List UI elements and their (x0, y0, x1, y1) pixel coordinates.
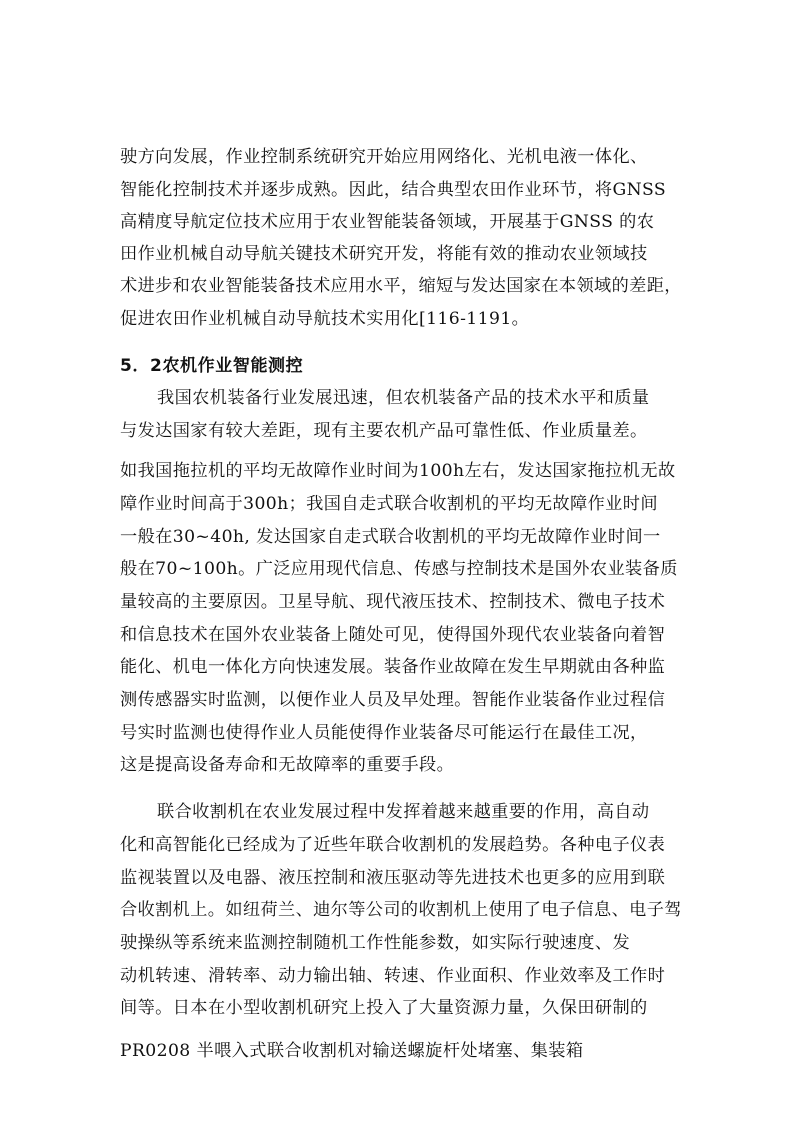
paragraph-4-line-2: 化和高智能化已经成为了近些年联合收割机的发展趋势。各种电子仪表 (120, 835, 666, 855)
paragraph-3-line-10: 这是提高设备寿命和无故障率的重要手段。 (120, 755, 455, 775)
paragraph-1-line-3: 高精度导航定位技术应用于农业智能装备领域，开展基于GNSS 的农 (120, 212, 655, 232)
paragraph-4-line-4: 合收割机上。如纽荷兰、迪尔等公司的收割机上使用了电子信息、电子驾 (120, 900, 682, 920)
paragraph-3-line-4: 般在70~100h。广泛应用现代信息、传感与控制技术是国外农业装备质 (120, 559, 678, 579)
paragraph-1-line-1: 驶方向发展，作业控制系统研究开始应用网络化、光机电液一体化、 (120, 147, 648, 167)
paragraph-3-line-2: 障作业时间高于300h；我国自走式联合收割机的平均无故障作业时间 (120, 494, 658, 514)
section-heading: 5．2农机作业智能测控 (120, 356, 304, 376)
paragraph-2-line-1: 我国农机装备行业发展迅速，但农机装备产品的技术水平和质量 (157, 388, 650, 408)
paragraph-2-line-2: 与发达国家有较大差距，现有主要农机产品可靠性低、作业质量差。 (120, 421, 648, 441)
paragraph-4-line-3: 监视装置以及电器、液压控制和液压驱动等先进技术也更多的应用到联 (120, 868, 666, 888)
paragraph-3-line-7: 能化、机电一体化方向快速发展。装备作业故障在发生早期就由各种监 (120, 657, 666, 677)
paragraph-3-line-3: 一般在30~40h, 发达国家自走式联合收割机的平均无故障作业时间一 (120, 527, 661, 547)
paragraph-3-line-6: 和信息技术在国外农业装备上随处可见，使得国外现代农业装备向着智 (120, 625, 666, 645)
paragraph-4-line-1: 联合收割机在农业发展过程中发挥着越来越重要的作用，高自动 (157, 802, 650, 822)
paragraph-4-line-5: 驶操纵等系统来监测控制随机工作性能参数，如实际行驶速度、发 (120, 933, 631, 953)
paragraph-1-line-6: 促进农田作业机械自动导航技术实用化[116-1191。 (120, 309, 530, 329)
paragraph-1-line-5: 术进步和农业智能装备技术应用水平，缩短与发达国家在本领域的差距， (120, 276, 682, 296)
paragraph-3-line-9: 号实时监测也使得作业人员能使得作业装备尽可能运行在最佳工况， (120, 723, 648, 743)
paragraph-3-line-5: 量较高的主要原因。卫星导航、现代液压技术、控制技术、微电子技术 (120, 592, 666, 612)
paragraph-4-line-8: PR0208 半喂入式联合收割机对输送螺旋杆处堵塞、集装箱 (120, 1041, 584, 1061)
paragraph-4-line-7: 间等。日本在小型收割机研究上投入了大量资源力量，久保田研制的 (120, 998, 648, 1018)
paragraph-1-line-2: 智能化控制技术并逐步成熟。因此，结合典型农田作业环节，将GNSS (120, 180, 667, 200)
paragraph-3-line-1: 如我国拖拉机的平均无故障作业时间为100h左右，发达国家拖拉机无故 (120, 461, 676, 481)
paragraph-4-line-6: 动机转速、滑转率、动力输出轴、转速、作业面积、作业效率及工作时 (120, 966, 666, 986)
paragraph-3-line-8: 测传感器实时监测，以便作业人员及早处理。智能作业装备作业过程信 (120, 690, 666, 710)
paragraph-1-line-4: 田作业机械自动导航关键技术研究开发，将能有效的推动农业领域技 (120, 244, 648, 264)
